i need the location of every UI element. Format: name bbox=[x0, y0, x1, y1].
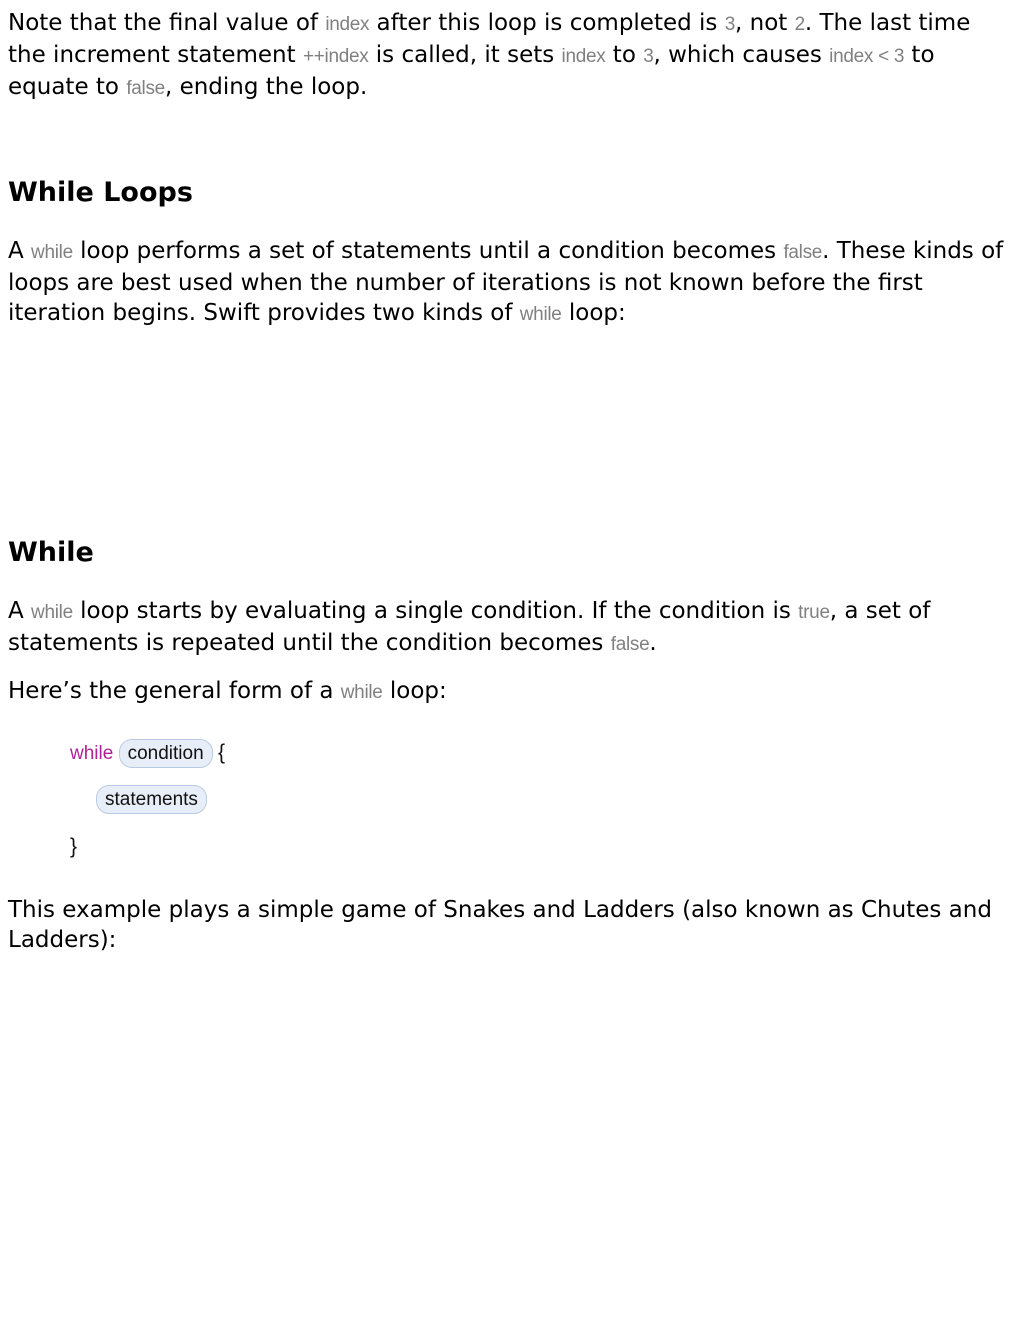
inline-code: while bbox=[31, 602, 73, 623]
section-heading-while: While bbox=[8, 537, 94, 568]
text: , which causes bbox=[653, 42, 830, 68]
inline-code: index bbox=[561, 46, 606, 67]
inline-code: ++index bbox=[302, 46, 369, 67]
text: A bbox=[8, 238, 32, 264]
condition-placeholder: condition bbox=[119, 739, 213, 768]
text: to bbox=[605, 42, 644, 68]
text: loop: bbox=[561, 300, 626, 326]
text: loop: bbox=[382, 678, 447, 704]
inline-code: false bbox=[783, 242, 823, 263]
code-line-1 bbox=[70, 738, 225, 768]
inline-code: false bbox=[126, 78, 165, 99]
intro-paragraph bbox=[8, 8, 1008, 104]
text: loop starts by evaluating a single condition. If the condition is bbox=[72, 598, 799, 624]
code-line-3 bbox=[70, 832, 77, 862]
inline-code: while bbox=[519, 304, 562, 325]
general-form-paragraph bbox=[8, 676, 447, 708]
text: . bbox=[649, 630, 657, 656]
text: is called, it sets bbox=[368, 42, 562, 68]
text: . These kinds of loops are best used when the number of iterations is not known before the first iteration begins. Swift provides two kinds of bbox=[8, 238, 1004, 326]
close-brace: } bbox=[70, 835, 78, 858]
code-line-2 bbox=[96, 785, 207, 815]
while-loops-paragraph bbox=[8, 236, 1008, 330]
text: , not bbox=[735, 10, 795, 36]
text: . The last time the increment statement bbox=[8, 10, 971, 68]
text: loop performs a set of statements until a condition becomes bbox=[72, 238, 784, 264]
inline-code: false bbox=[610, 634, 650, 655]
text: , a set of statements is repeated until the condition becomes bbox=[8, 598, 931, 656]
inline-code: 2 bbox=[794, 14, 805, 35]
keyword-while: while bbox=[70, 743, 114, 764]
text: Note that the final value of bbox=[8, 10, 326, 36]
section-heading-while-loops: While Loops bbox=[8, 177, 193, 208]
text: after this loop is completed is bbox=[369, 10, 725, 36]
while-description-paragraph bbox=[8, 596, 1008, 660]
text: to equate to bbox=[8, 42, 935, 100]
inline-code: 3 bbox=[724, 14, 735, 35]
text: , ending the loop. bbox=[164, 74, 368, 100]
text: Here’s the general form of a bbox=[8, 678, 341, 704]
text: A bbox=[8, 598, 32, 624]
inline-code: 3 bbox=[643, 46, 654, 67]
example-paragraph: This example plays a simple game of Snakes and Ladders (also known as Chutes and Ladders): bbox=[8, 897, 992, 953]
inline-code: index bbox=[325, 14, 370, 35]
statements-placeholder: statements bbox=[96, 785, 207, 814]
open-brace: { bbox=[217, 741, 225, 764]
inline-code: index < 3 bbox=[829, 46, 905, 67]
inline-code: while bbox=[340, 682, 383, 703]
inline-code: while bbox=[31, 242, 73, 263]
inline-code: true bbox=[798, 602, 830, 623]
